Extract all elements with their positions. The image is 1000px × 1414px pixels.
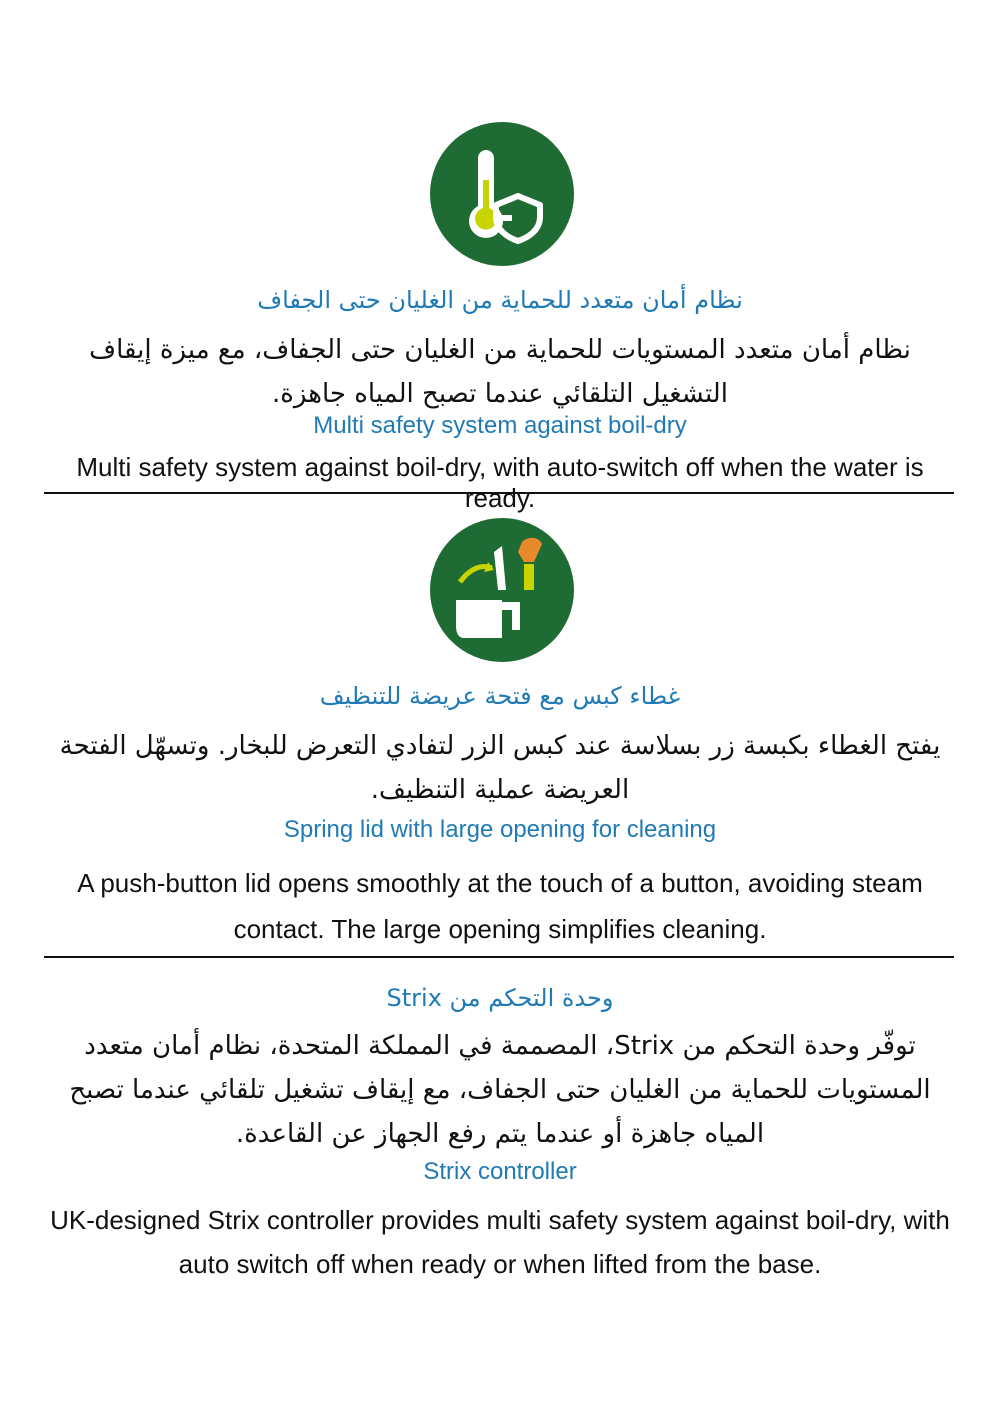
section-heading-english: Strix controller [423, 1158, 577, 1185]
section-body-arabic: نظام أمان متعدد المستويات للحماية من الغليان حتى الجفاف، مع ميزة إيقاف التشغيل التلقائي عندما تصبح المياه جاهزة. [89, 335, 911, 409]
kettle-lid-icon [430, 518, 574, 662]
section-divider [44, 492, 954, 494]
section-body-english: Multi safety system against boil-dry, with auto-switch off when the water is ready. [76, 452, 924, 513]
section-body-arabic: توفّر وحدة التحكم من Strix، المصممة في المملكة المتحدة، نظام أمان متعدد المستويات للحماية من الغليان حتى الجفاف، مع إيقاف تشغيل تلقائي عندما تصبح المياه جاهزة أو عندما يتم رفع الجهاز عن القاعدة. [69, 1031, 931, 1149]
section-body-english: A push-button lid opens smoothly at the touch of a button, avoiding steam contact. The large opening simplifies cleaning. [77, 868, 923, 944]
section-heading-arabic: وحدة التحكم من Strix [386, 984, 614, 1012]
section-heading-arabic: غطاء كبس مع فتحة عريضة للتنظيف [319, 682, 681, 710]
section-body-arabic: يفتح الغطاء بكبسة زر بسلاسة عند كبس الزر لتفادي التعرض للبخار. وتسهّل الفتحة العريضة عملية التنظيف. [59, 731, 941, 805]
section-divider [44, 956, 954, 958]
section-body-english: UK-designed Strix controller provides multi safety system against boil-dry, with auto switch off when ready or when lifted from the base. [50, 1205, 950, 1279]
section-heading-english: Multi safety system against boil-dry [313, 412, 687, 439]
thermometer-shield-icon [430, 122, 574, 266]
section-heading-arabic: نظام أمان متعدد للحماية من الغليان حتى الجفاف [257, 286, 743, 314]
section-heading-english: Spring lid with large opening for cleaning [283, 816, 717, 843]
